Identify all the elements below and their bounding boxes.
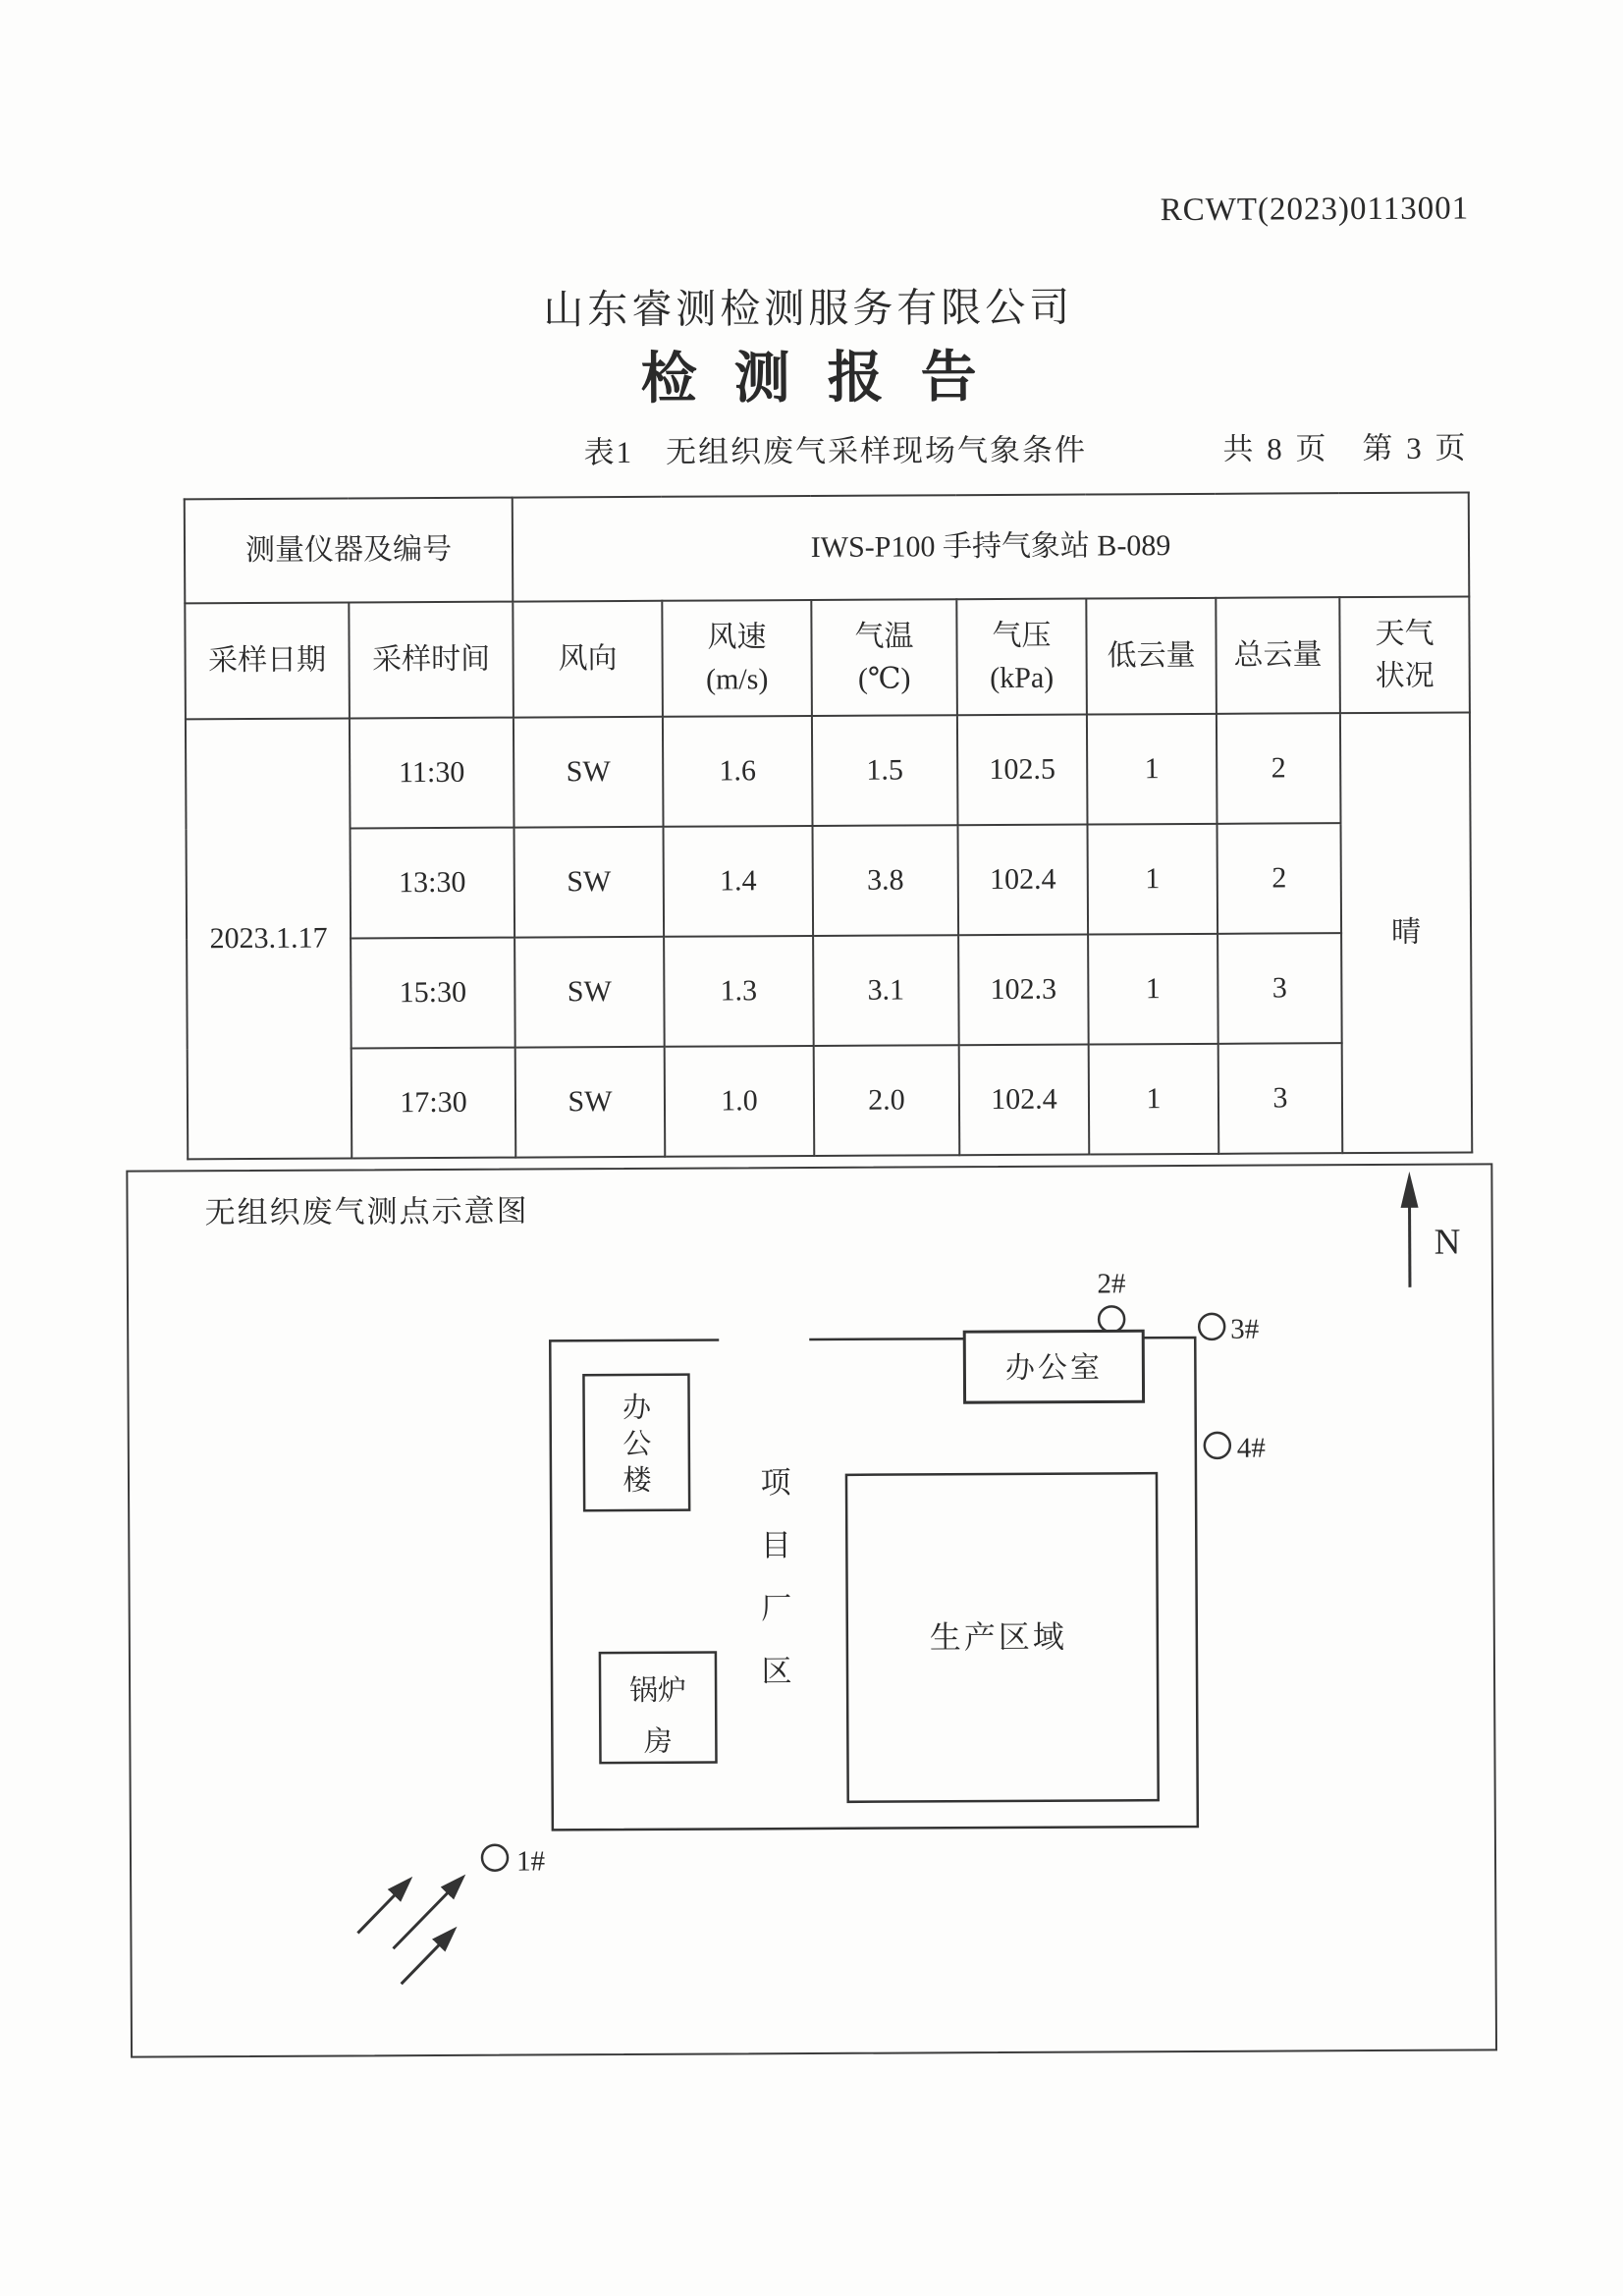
cell-weather: 晴 <box>1340 712 1472 1153</box>
svg-text:房: 房 <box>643 1725 673 1758</box>
company-name: 山东睿测检测服务有限公司 <box>543 284 1074 333</box>
cell-pressure-0: 102.5 <box>957 715 1088 826</box>
cell-wind-dir-3: SW <box>515 1047 666 1158</box>
sampling-point-4-marker <box>1205 1433 1230 1458</box>
svg-text:区: 区 <box>761 1654 792 1689</box>
svg-text:目: 目 <box>760 1528 791 1563</box>
cell-total-cloud-1: 2 <box>1217 823 1342 934</box>
cell-time-3: 17:30 <box>352 1048 516 1159</box>
table-row <box>188 1042 1473 1159</box>
sampling-point-3-marker <box>1199 1314 1224 1339</box>
header-cell-date: 采样日期 <box>185 602 350 719</box>
cell-low-cloud-2: 1 <box>1088 934 1218 1045</box>
office-building-label <box>622 1392 653 1497</box>
north-label: N <box>1434 1222 1461 1263</box>
cell-time-2: 15:30 <box>351 938 515 1049</box>
header-cell-weather <box>1339 596 1470 713</box>
wind-direction-arrows-icon <box>357 1878 463 1985</box>
point-4-label: 4# <box>1236 1432 1266 1464</box>
table-caption: 表1 无组织废气采样现场气象条件 <box>583 432 1088 470</box>
page-number-info: 共 8 页 第 3 页 <box>1222 430 1469 466</box>
cell-low-cloud-1: 1 <box>1088 824 1218 935</box>
cell-wind-dir-0: SW <box>514 717 664 828</box>
wind-speed-unit: (m/s) <box>705 663 769 696</box>
header-cell-wind-speed <box>662 600 812 717</box>
header-cell-time: 采样时间 <box>349 602 514 719</box>
cell-temp-2: 3.1 <box>813 935 959 1046</box>
weather-label-line1: 天气 <box>1375 617 1434 650</box>
pressure-label: 气压 <box>992 619 1052 652</box>
table-row <box>187 822 1472 939</box>
svg-text:厂: 厂 <box>761 1591 792 1626</box>
factory-area-label <box>760 1465 792 1688</box>
temperature-unit: (℃) <box>857 662 911 695</box>
cell-temp-0: 1.5 <box>812 715 958 826</box>
sampling-point-2-marker <box>1099 1306 1124 1332</box>
office-room-label: 办公室 <box>1004 1351 1103 1385</box>
diagram-title: 无组织废气测点示意图 <box>204 1193 529 1230</box>
table-row-instrument <box>185 492 1470 603</box>
cell-temp-3: 2.0 <box>814 1045 960 1156</box>
svg-text:公: 公 <box>622 1428 652 1461</box>
document-title: 检测报告 <box>640 346 1014 410</box>
cell-wind-speed-0: 1.6 <box>663 716 813 827</box>
cell-pressure-1: 102.4 <box>958 825 1089 936</box>
pressure-unit: (kPa) <box>990 661 1055 695</box>
cell-wind-dir-1: SW <box>514 827 665 938</box>
table-row <box>186 712 1471 829</box>
cell-wind-speed-3: 1.0 <box>665 1046 815 1157</box>
svg-text:项: 项 <box>760 1465 791 1501</box>
cell-wind-speed-2: 1.3 <box>664 936 814 1047</box>
production-area-label: 生产区域 <box>929 1618 1067 1656</box>
weather-label-line2: 状况 <box>1375 659 1434 692</box>
header-cell-wind-direction: 风向 <box>513 601 663 718</box>
svg-text:办: 办 <box>622 1392 652 1425</box>
cell-pressure-3: 102.4 <box>959 1045 1090 1156</box>
cell-wind-dir-2: SW <box>514 937 665 1048</box>
cell-wind-speed-1: 1.4 <box>664 826 814 937</box>
header-cell-temperature <box>811 599 957 716</box>
boiler-room-label <box>629 1674 686 1758</box>
temperature-label: 气温 <box>854 619 914 653</box>
table-row <box>187 932 1472 1049</box>
cell-sampling-date: 2023.1.17 <box>186 718 352 1159</box>
point-2-label: 2# <box>1097 1268 1126 1300</box>
site-plan-diagram <box>126 1163 1497 2057</box>
cell-temp-1: 3.8 <box>813 825 959 936</box>
cell-time-1: 13:30 <box>351 828 515 939</box>
cell-time-0: 11:30 <box>350 718 514 829</box>
cell-total-cloud-3: 3 <box>1218 1043 1343 1154</box>
instrument-label-cell: 测量仪器及编号 <box>185 498 514 604</box>
cell-total-cloud-0: 2 <box>1217 713 1341 824</box>
cell-total-cloud-2: 3 <box>1217 933 1342 1044</box>
sampling-point-1-marker <box>482 1845 508 1871</box>
header-cell-total-cloud: 总云量 <box>1216 597 1340 714</box>
table-header-row <box>185 596 1470 719</box>
north-arrow-icon <box>1400 1172 1460 1287</box>
header-cell-low-cloud: 低云量 <box>1086 598 1217 715</box>
site-plan-svg <box>128 1165 1495 2055</box>
report-number: RCWT(2023)0113001 <box>1160 191 1470 229</box>
point-3-label: 3# <box>1230 1313 1260 1345</box>
point-1-label: 1# <box>515 1845 546 1878</box>
cell-pressure-2: 102.3 <box>958 935 1089 1046</box>
cell-low-cloud-0: 1 <box>1087 714 1217 825</box>
wind-speed-label: 风速 <box>707 620 767 654</box>
meteorological-table <box>184 491 1474 1160</box>
instrument-value-cell: IWS-P100 手持气象站 B-089 <box>513 492 1470 601</box>
header-cell-pressure <box>956 599 1087 716</box>
cell-low-cloud-3: 1 <box>1089 1044 1219 1155</box>
svg-text:锅炉: 锅炉 <box>629 1674 687 1707</box>
svg-text:楼: 楼 <box>622 1464 652 1498</box>
